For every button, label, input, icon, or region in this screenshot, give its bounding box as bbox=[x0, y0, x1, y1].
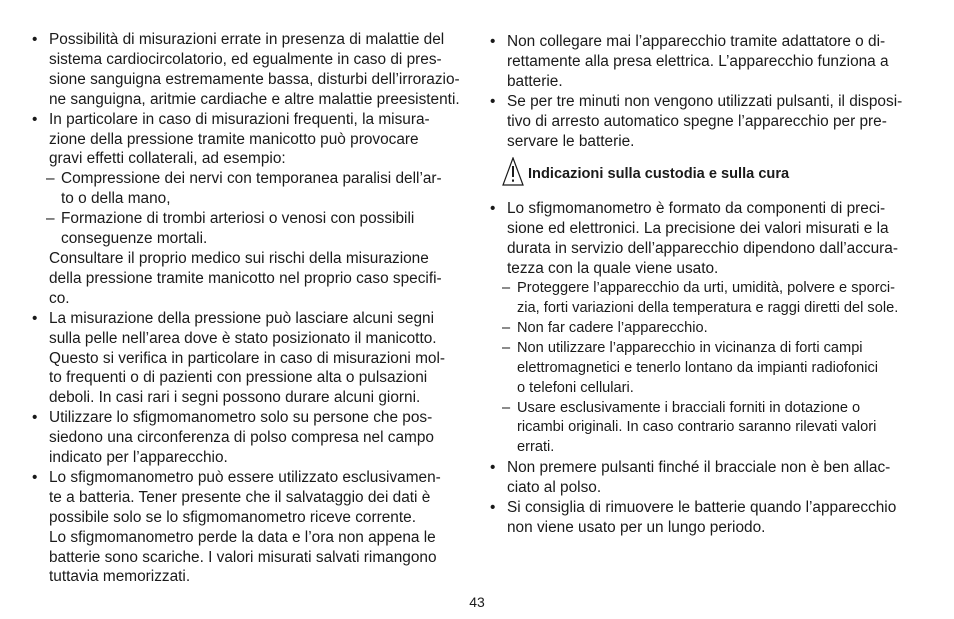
text-line: siedono una circonferenza di polso compresa nel campo bbox=[49, 429, 434, 447]
text-line: durata in servizio dell’apparecchio dipendono dall’accura- bbox=[507, 240, 898, 258]
text-line: • Lo sfigmomanometro può essere utilizzato esclusivamen- bbox=[49, 468, 441, 486]
sub-list-item bbox=[490, 339, 924, 399]
text-line: o telefoni cellulari. bbox=[517, 379, 634, 396]
text-line: servare le batterie. bbox=[507, 132, 635, 150]
text-line: • La misurazione della pressione può lasciare alcuni segni bbox=[49, 309, 434, 327]
text-line: non viene usato per un lungo periodo. bbox=[507, 518, 766, 536]
list-item bbox=[490, 199, 924, 279]
text-line: to frequenti o di pazienti con pressione alta o pulsazioni bbox=[49, 369, 428, 387]
text-line: della pressione tramite manicotto nel proprio caso specifi- bbox=[49, 269, 442, 287]
sub-list-item bbox=[32, 209, 468, 249]
page-number: 43 bbox=[469, 594, 485, 610]
continuation-paragraph bbox=[32, 249, 468, 309]
list-item bbox=[32, 309, 468, 409]
text-line: sistema cardiocircolatorio, ed egualmente in caso di pres- bbox=[49, 50, 442, 68]
sub-list-item bbox=[490, 279, 924, 319]
text-line: tuttavia memorizzati. bbox=[49, 568, 191, 586]
left-column bbox=[32, 30, 468, 587]
text-line: to o della mano, bbox=[61, 190, 171, 208]
text-line: ne sanguigna, aritmie cardiache e altre malattie preesistenti. bbox=[49, 90, 460, 108]
text-line: elettromagnetici e tenerlo lontano da impianti radiofonici bbox=[517, 359, 879, 376]
sub-list-item bbox=[490, 399, 924, 459]
right-column bbox=[490, 32, 924, 538]
text-line: • Se per tre minuti non vengono utilizzati pulsanti, il disposi- bbox=[507, 92, 903, 110]
text-line: tezza con la quale viene usato. bbox=[507, 260, 719, 278]
text-line: – Non utilizzare l’apparecchio in vicinanza di forti campi bbox=[517, 339, 863, 356]
sub-list-item bbox=[490, 319, 924, 339]
text-line: ciato al polso. bbox=[507, 479, 602, 497]
text-line: batterie sono scariche. I valori misurati salvati rimangono bbox=[49, 548, 437, 566]
sub-list-item bbox=[32, 169, 468, 209]
section-heading bbox=[490, 157, 924, 189]
text-line: tivo di arresto automatico spegne l’apparecchio per pre- bbox=[507, 112, 887, 130]
text-line: • Utilizzare lo sfigmomanometro solo su persone che pos- bbox=[49, 409, 433, 427]
text-line: – Formazione di trombi arteriosi o venosi con possibili bbox=[61, 210, 415, 228]
warning-triangle-icon bbox=[502, 157, 524, 186]
text-line: – Non far cadere l’apparecchio. bbox=[517, 319, 708, 336]
text-line: sulla pelle nell’area dove è stato posizionato il manicotto. bbox=[49, 329, 437, 347]
text-line: sione sanguigna estremamente bassa, disturbi dell’irrorazio- bbox=[49, 70, 460, 88]
text-line: possibile solo se lo sfigmomanometro riceve corrente. bbox=[49, 508, 416, 526]
list-item bbox=[32, 468, 468, 528]
text-line: gravi effetti collaterali, ad esempio: bbox=[49, 150, 286, 168]
text-line: • Lo sfigmomanometro è formato da componenti di preci- bbox=[507, 200, 886, 218]
list-item bbox=[490, 92, 924, 152]
text-line: Lo sfigmomanometro perde la data e l’ora non appena le bbox=[49, 528, 436, 546]
text-line: • Possibilità di misurazioni errate in presenza di malattie del bbox=[49, 31, 445, 48]
text-line: co. bbox=[49, 289, 70, 307]
continuation-paragraph bbox=[32, 528, 468, 588]
list-item bbox=[490, 458, 924, 498]
list-item bbox=[32, 408, 468, 468]
text-line: indicato per l’apparecchio. bbox=[49, 449, 228, 467]
text-line: zia, forti variazioni della temperatura e raggi diretti del sole. bbox=[517, 299, 899, 316]
text-line: • Non collegare mai l’apparecchio tramite adattatore o di- bbox=[507, 33, 886, 50]
text-line: – Compressione dei nervi con temporanea paralisi dell’ar- bbox=[61, 170, 442, 188]
text-line: – Usare esclusivamente i bracciali forniti in dotazione o bbox=[517, 399, 861, 416]
text-line: – Proteggere l’apparecchio da urti, umidità, polvere e sporci- bbox=[517, 280, 896, 297]
text-line: conseguenze mortali. bbox=[61, 230, 208, 248]
list-item bbox=[490, 32, 924, 92]
list-item bbox=[32, 110, 468, 170]
text-line: zione della pressione tramite manicotto può provocare bbox=[49, 130, 419, 148]
text-line: rettamente alla presa elettrica. L’apparecchio funziona a bbox=[507, 52, 889, 70]
text-line: sione ed elettronici. La precisione dei valori misurati e la bbox=[507, 220, 889, 238]
text-line: batterie. bbox=[507, 72, 563, 90]
text-line: Consultare il proprio medico sui rischi della misurazione bbox=[49, 249, 429, 267]
text-line: • Si consiglia di rimuovere le batterie quando l’apparecchio bbox=[507, 499, 897, 517]
list-item bbox=[490, 498, 924, 538]
text-line: errati. bbox=[517, 439, 555, 456]
text-line: te a batteria. Tener presente che il salvataggio dei dati è bbox=[49, 488, 431, 506]
text-line: • Non premere pulsanti finché il bracciale non è ben allac- bbox=[507, 459, 891, 477]
text-line: Questo si verifica in particolare in caso di misurazioni mol- bbox=[49, 349, 446, 367]
text-line: deboli. In casi rari i segni possono durare alcuni giorni. bbox=[49, 389, 421, 407]
text-line: • In particolare in caso di misurazioni frequenti, la misura- bbox=[49, 110, 430, 128]
text-line: ricambi originali. In caso contrario saranno rilevati valori bbox=[517, 419, 877, 436]
list-item bbox=[32, 30, 468, 110]
section-title: Indicazioni sulla custodia e sulla cura bbox=[528, 166, 790, 183]
